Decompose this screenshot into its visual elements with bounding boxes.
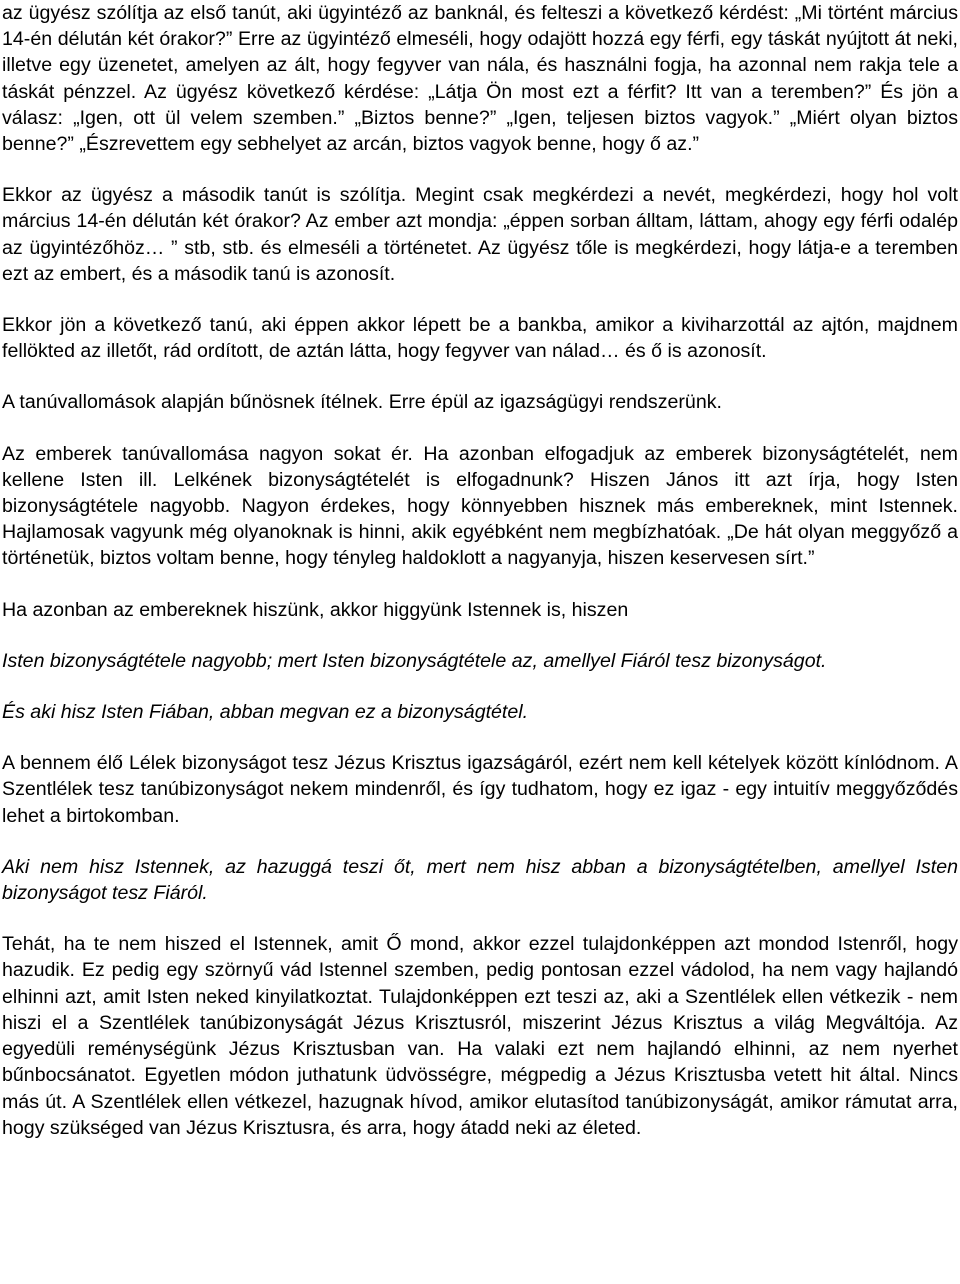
paragraph-conclusion: Tehát, ha te nem hiszed el Istennek, amit Ő mond, akkor ezzel tulajdonképpen azt mondod Istenről, hogy hazudik. Ez pedig egy szörnyű vád Istennel szemben, pedig pontosan ezzel vádolod, ha nem vagy hajlandó elhinni azt, amit Isten neked kinyilatkoztat. Tulajdonképpen ezt teszi az, aki a Szentlélek ellen vétkezik - nem hiszi el a Szentlélek tanúbizonyságát Jézus Krisztusról, miszerint Jézus Krisztus a világ Megváltója. Az egyedüli reménységünk Jézus Krisztusban van. Ha valaki ezt nem hajlandó elhinni, az nem nyerhet bűnbocsánatot. Egyetlen módon juthatunk üdvösségre, mégpedig a Jézus Krisztusba vetett hit által. Nincs más út. A Szentlélek ellen vétkezel, hazugnak hívod, amikor elutasítod tanúbizonyságát, amikor rámutat arra, hogy szükséged van Jézus Krisztusra, és arra, hogy átadd neki az életed. [2, 933, 958, 1139]
paragraph-bank-witness-three: Ekkor jön a következő tanú, aki éppen akkor lépett be a bankba, amikor a kiviharzottál az ajtón, majdnem fellökted az illetőt, rád ordított, de aztán látta, hogy fegyver van nálad… és ő is azonosít. [2, 314, 958, 363]
scripture-quote-makes-liar: Aki nem hisz Istennek, az hazuggá teszi őt, mert nem hisz abban a bizonyságtételben, amellyel Isten bizonyságot tesz Fiáról. [2, 855, 958, 905]
paragraph-bank-witness-two: Ekkor az ügyész a második tanút is szólítja. Megint csak megkérdezi a nevét, megkérdezi, hogy hol volt március 14-én délután két órakor? Az ember azt mondja: „éppen sorban álltam, láttam, ahogy egy férfi odalép az ügyintézőhöz… ” stb, stb. és elmeséli a történetet. Az ügyész tőle is megkérdezi, hogy látja-e a teremben ezt az embert, és a második tanú is azonosít. [2, 184, 958, 285]
scripture-quote-greater-testimony: Isten bizonyságtétele nagyobb; mert Isten bizonyságtétele az, amellyel Fiáról tesz bizonyságot. [2, 649, 827, 672]
paragraph-verdict: A tanúvallomások alapján bűnösnek ítélnek. Erre épül az igazságügyi rendszerünk. [2, 391, 722, 414]
paragraph-spirit-testifies: A bennem élő Lélek bizonyságot tesz Jézus Krisztus igazságáról, ezért nem kell kételyek között kínlódnom. A Szentlélek tesz tanúbizonyságot nekem mindenről, és így tudhatom, hogy ez igaz - egy intuitív meggyőződés lehet a birtokomban. [2, 752, 958, 827]
paragraph-human-testimony: Az emberek tanúvallomása nagyon sokat ér. Ha azonban elfogadjuk az emberek bizonyságtételét, nem kellene Isten ill. Lelkének bizonyságtételét is elfogadnunk? Hiszen János itt azt írja, hogy Isten bizonyságtétele nagyobb. Nagyon érdekes, hogy könnyebben hisznek más embereknek, mint Istennek. Hajlamosak vagyunk még olyanoknak is hinni, akik egyébként nem megbízhatóak. „De hát olyan meggyőző a történetük, biztos voltam benne, hogy tényleg haldoklott a nagyanyja, hiszen keservesen sírt.” [2, 442, 958, 570]
paragraph-bank-witness-one: az ügyész szólítja az első tanút, aki ügyintéző az banknál, és felteszi a következő kérdést: „Mi történt március 14-én délután két órakor?” Erre az ügyintéző elmeséli, hogy odajött hozzá egy férfi, egy táskát nyújtott át neki, illetve egy üzenetet, amelyen az ált, hogy fegyver van nála, és használni fogja, ha azonnal nem rakja tele a táskát pénzzel. Az ügyész következő kérdése: „Látja Ön most ezt a férfit? Itt van a teremben?” És jön a válasz: „Igen, ott ül velem szemben.” „Biztos benne?” „Igen, teljesen biztos vagyok.” „Miért olyan biztos benne?” „Észrevettem egy sebhelyet az arcán, biztos vagyok benne, hogy ő az.” [2, 2, 958, 156]
document-page [2, 0, 958, 1166]
paragraph-believe-god: Ha azonban az embereknek hiszünk, akkor higgyünk Istennek is, hiszen [2, 598, 629, 621]
scripture-quote-believes-son: És aki hisz Isten Fiában, abban megvan ez a bizonyságtétel. [2, 701, 529, 724]
